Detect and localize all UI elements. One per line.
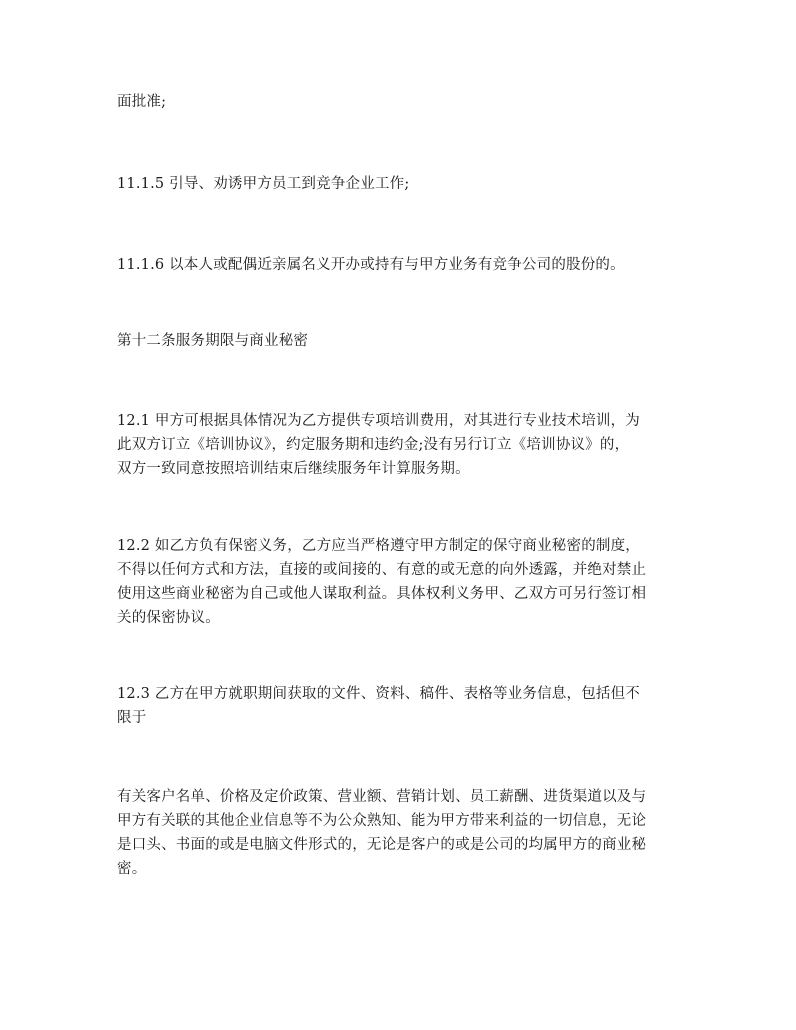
text-line: 关的保密协议。 — [117, 610, 220, 626]
text-line: 甲方有关联的其他企业信息等不为公众熟知、能为甲方带来利益的一切信息，无论 — [117, 813, 647, 829]
text-line: 是口头、书面的或是电脑文件形式的，无论是客户的或是公司的均属甲方的商业秘 — [117, 837, 647, 853]
clause-12-3 — [117, 682, 687, 730]
text-line: 11.1.6 以本人或配偶近亲属名义开办或持有与甲方业务有竞争公司的股份的。 — [117, 257, 625, 273]
text-line: 不得以任何方式和方法，直接的或间接的、有意的或无意的向外透露，并绝对禁止 — [117, 562, 647, 578]
text-line: 有关客户名单、价格及定价政策、营业额、营销计划、员工薪酬、进货渠道以及与 — [117, 789, 647, 805]
text-line: 双方一致同意按照培训结束后继续服务年计算服务期。 — [117, 461, 470, 477]
text-line: 此双方订立《培训协议》，约定服务期和违约金;没有另行订立《培训协议》的， — [117, 437, 630, 453]
clause-11-1-5 — [117, 172, 687, 196]
text-line: 12.1 甲方可根据具体情况为乙方提供专项培训费用，对其进行专业技术培训，为 — [117, 413, 640, 429]
section-heading-article-12 — [117, 329, 687, 353]
paragraph-approval-fragment — [117, 90, 687, 114]
clause-12-1 — [117, 409, 687, 481]
clause-11-1-6 — [117, 253, 687, 277]
text-line: 12.3 乙方在甲方就职期间获取的文件、资料、稿件、表格等业务信息，包括但不 — [117, 686, 640, 702]
text-line: 第十二条服务期限与商业秘密 — [117, 333, 309, 349]
clause-12-3-continued — [117, 785, 687, 881]
text-line: 面批准; — [117, 94, 167, 110]
text-line: 11.1.5 引导、劝诱甲方员工到竞争企业工作; — [117, 176, 410, 192]
text-line: 12.2 如乙方负有保密义务，乙方应当严格遵守甲方制定的保守商业秘密的制度， — [117, 538, 640, 554]
clause-12-2 — [117, 534, 687, 630]
text-line: 使用这些商业秘密为自己或他人谋取利益。具体权利义务甲、乙双方可另行签订相 — [117, 586, 647, 602]
text-line: 密。 — [117, 861, 147, 877]
text-line: 限于 — [117, 710, 147, 726]
